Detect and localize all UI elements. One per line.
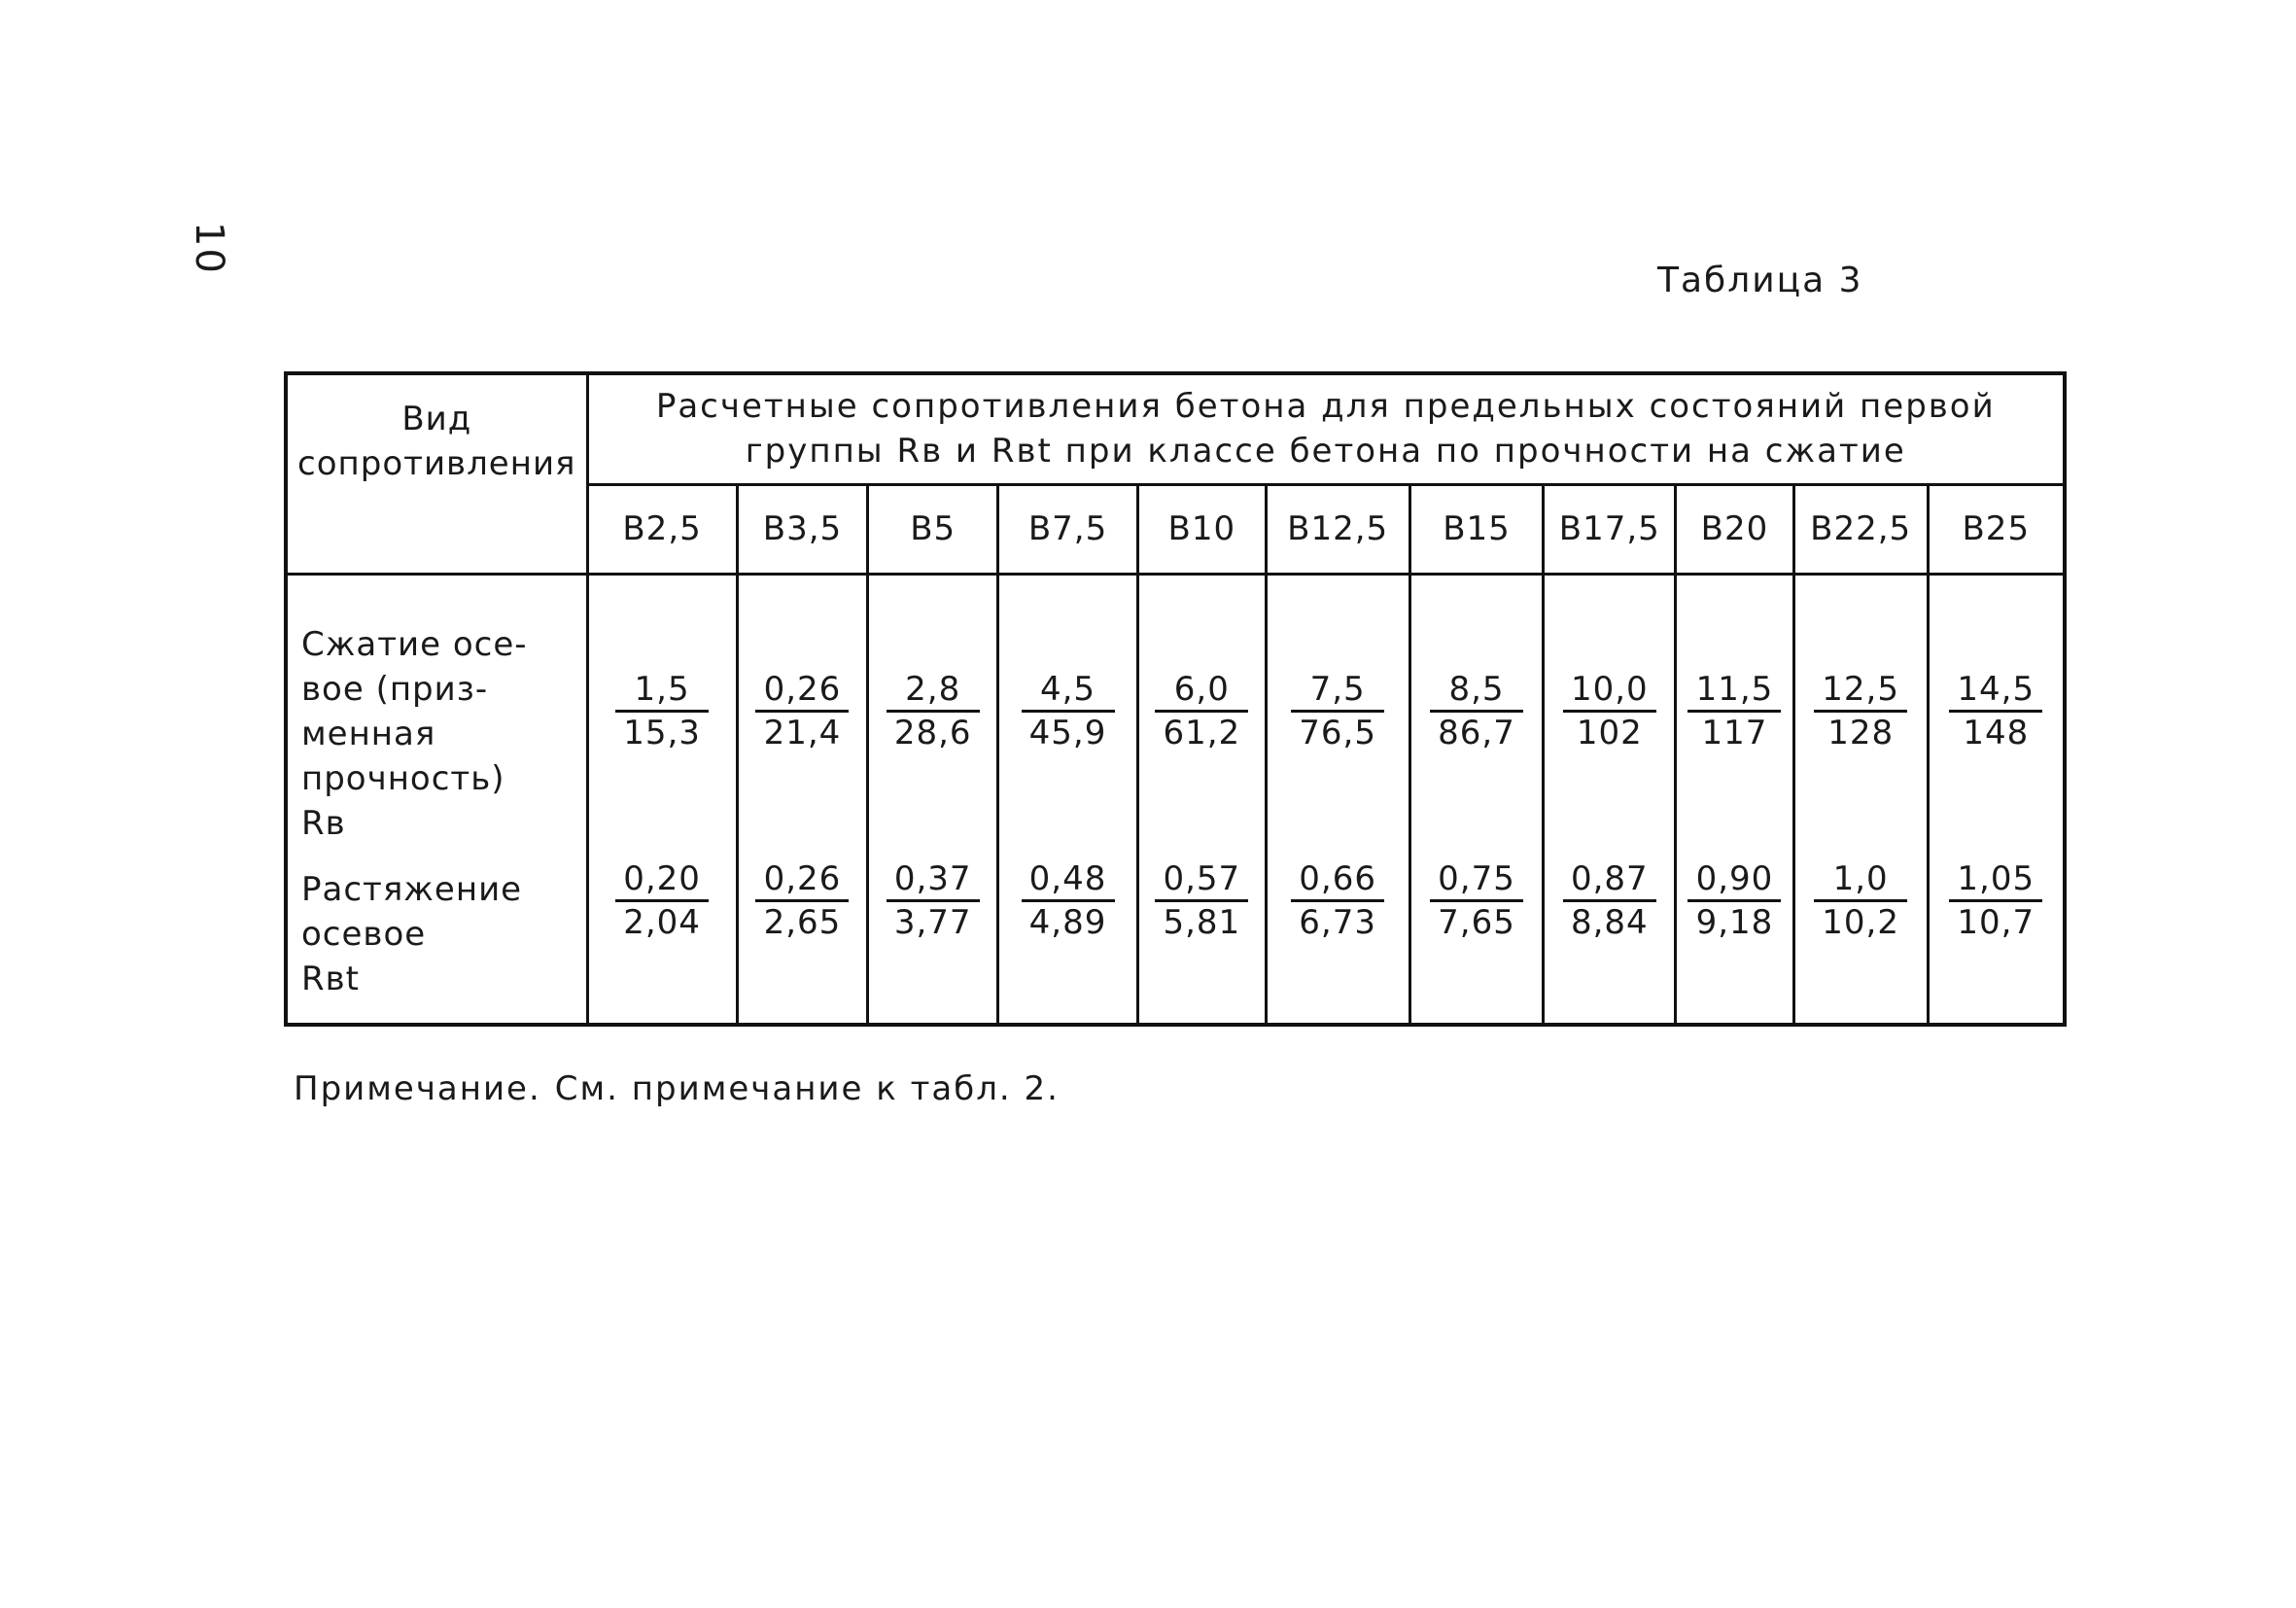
fraction-value — [1430, 858, 1523, 943]
numerator: 0,66 — [1291, 858, 1384, 902]
header-design-resistance — [587, 373, 2065, 484]
fraction-value — [1022, 858, 1115, 943]
header-resistance-type-line: Вид — [401, 400, 472, 438]
numerator: 2,8 — [887, 669, 980, 713]
denominator: 3,77 — [893, 902, 972, 942]
row-label-line: Сжатие осе- — [301, 624, 528, 664]
denominator: 4,89 — [1028, 902, 1107, 942]
denominator: 10,7 — [1957, 902, 2035, 942]
fraction-value — [755, 669, 849, 753]
numerator: 0,20 — [615, 858, 709, 902]
fraction-value — [1022, 669, 1115, 753]
header-design-resistance-line: группы Rв и Rвt при классе бетона по прочности на сжатие — [745, 432, 1906, 472]
value-cell — [1544, 574, 1676, 1025]
resistance-table — [284, 371, 2067, 1027]
fraction-value — [1563, 669, 1656, 753]
denominator: 76,5 — [1299, 713, 1376, 752]
value-cell — [587, 574, 737, 1025]
class-header: В25 — [1928, 484, 2065, 574]
numerator: 1,5 — [615, 669, 709, 713]
fraction-value — [1563, 858, 1656, 943]
denominator: 45,9 — [1028, 713, 1107, 752]
row-label-line: Rв — [301, 803, 346, 843]
row-label-line: Растяжение — [301, 869, 523, 909]
fraction-value — [1291, 669, 1384, 753]
numerator: 0,75 — [1430, 858, 1523, 902]
denominator: 61,2 — [1163, 713, 1241, 752]
numerator: 11,5 — [1687, 669, 1781, 713]
class-header: В20 — [1676, 484, 1794, 574]
value-cell — [1137, 574, 1266, 1025]
denominator: 117 — [1701, 713, 1768, 752]
numerator: 1,0 — [1814, 858, 1907, 902]
numerator: 0,57 — [1155, 858, 1248, 902]
denominator: 9,18 — [1695, 902, 1774, 942]
fraction-value — [887, 669, 980, 753]
header-resistance-type — [286, 373, 587, 574]
denominator: 8,84 — [1570, 902, 1649, 942]
denominator: 21,4 — [763, 713, 842, 752]
numerator: 0,26 — [755, 858, 849, 902]
note-label: Примечание. — [294, 1069, 541, 1108]
fraction-value — [1430, 669, 1523, 753]
denominator: 86,7 — [1438, 713, 1515, 752]
row-labels-cell — [286, 574, 587, 1025]
denominator: 2,04 — [623, 902, 701, 942]
row-label-line: Rвt — [301, 959, 360, 998]
value-cell — [998, 574, 1138, 1025]
denominator: 2,65 — [763, 902, 842, 942]
row-label-tension — [301, 867, 586, 1001]
fraction-value — [1949, 669, 2042, 753]
numerator: 12,5 — [1814, 669, 1907, 713]
numerator: 0,26 — [755, 669, 849, 713]
numerator: 0,37 — [887, 858, 980, 902]
class-header: В17,5 — [1544, 484, 1676, 574]
fraction-value — [1155, 858, 1248, 943]
fraction-value — [1155, 669, 1248, 753]
denominator: 102 — [1576, 713, 1643, 752]
class-header: В5 — [868, 484, 998, 574]
numerator: 0,87 — [1563, 858, 1656, 902]
denominator: 10,2 — [1822, 902, 1899, 942]
fraction-value — [1687, 858, 1781, 943]
numerator: 0,90 — [1687, 858, 1781, 902]
value-cell — [1266, 574, 1409, 1025]
numerator: 7,5 — [1291, 669, 1384, 713]
value-cell — [737, 574, 868, 1025]
class-header: В10 — [1137, 484, 1266, 574]
denominator: 7,65 — [1438, 902, 1515, 942]
row-label-line: вое (приз- — [301, 669, 489, 709]
row-label-line: прочность) — [301, 758, 505, 798]
fraction-value — [1291, 858, 1384, 943]
numerator: 1,05 — [1949, 858, 2042, 902]
denominator: 6,73 — [1299, 902, 1376, 942]
denominator: 148 — [1963, 713, 2030, 752]
value-cell — [1409, 574, 1544, 1025]
value-cell — [1928, 574, 2065, 1025]
fraction-value — [615, 669, 709, 753]
header-design-resistance-line: Расчетные сопротивления бетона для предельных состояний первой — [655, 387, 1996, 427]
row-label-line: менная — [301, 714, 436, 753]
numerator: 0,48 — [1022, 858, 1115, 902]
row-label-compression — [301, 622, 586, 846]
header-resistance-type-line: сопротивления — [297, 444, 576, 483]
class-header: В12,5 — [1266, 484, 1409, 574]
class-header: В2,5 — [587, 484, 737, 574]
value-cell — [1793, 574, 1928, 1025]
table-note — [294, 1069, 1073, 1108]
numerator: 6,0 — [1155, 669, 1248, 713]
fraction-value — [1949, 858, 2042, 943]
denominator: 128 — [1827, 713, 1895, 752]
fraction-value — [755, 858, 849, 943]
value-cell — [868, 574, 998, 1025]
fraction-value — [1814, 669, 1907, 753]
numerator: 14,5 — [1949, 669, 2042, 713]
class-header: В3,5 — [737, 484, 868, 574]
row-label-line: осевое — [301, 914, 427, 954]
note-text: См. примечание к табл. 2. — [554, 1069, 1060, 1108]
denominator: 15,3 — [623, 713, 701, 752]
fraction-value — [887, 858, 980, 943]
numerator: 4,5 — [1022, 669, 1115, 713]
fraction-value — [1687, 669, 1781, 753]
page-number: 10 — [187, 222, 231, 275]
table-title: Таблица 3 — [1657, 261, 1863, 300]
class-header: В15 — [1409, 484, 1544, 574]
class-header: В7,5 — [998, 484, 1138, 574]
fraction-value — [615, 858, 709, 943]
denominator: 28,6 — [893, 713, 972, 752]
numerator: 10,0 — [1563, 669, 1656, 713]
value-cell — [1676, 574, 1794, 1025]
numerator: 8,5 — [1430, 669, 1523, 713]
fraction-value — [1814, 858, 1907, 943]
denominator: 5,81 — [1163, 902, 1241, 942]
class-header: В22,5 — [1793, 484, 1928, 574]
